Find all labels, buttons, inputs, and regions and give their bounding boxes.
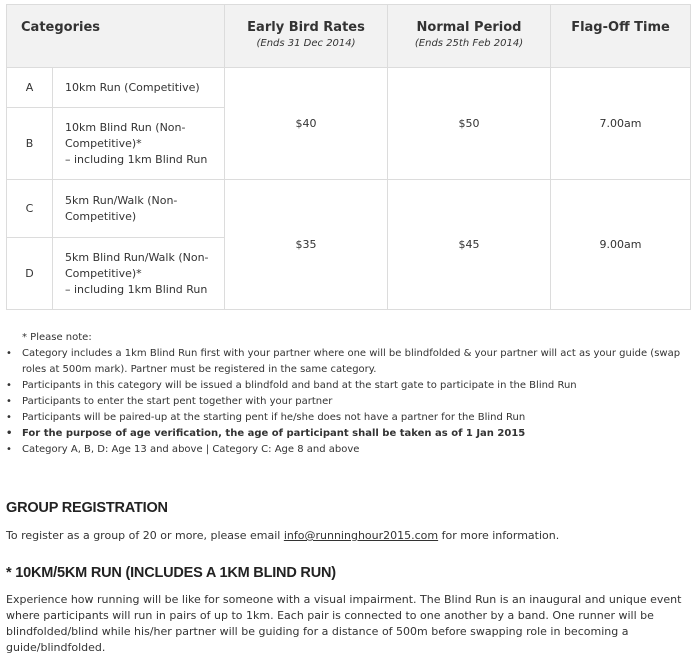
table-row [7,180,691,238]
category-name: 5km Run/Walk (Non- Competitive) [53,180,225,238]
early-bird-rate: $35 [225,180,388,310]
category-name: 5km Blind Run/Walk (Non- Competitive)* – including 1km Blind Run [53,238,225,310]
header-categories: Categories [7,5,225,68]
group-registration-heading: GROUP REGISTRATION [6,500,168,516]
notes-section [4,330,692,458]
blind-run-heading: * 10KM/5KM RUN (INCLUDES A 1KM BLIND RUN) [6,565,336,581]
category-name: 10km Run (Competitive) [53,68,225,108]
table-row [7,68,691,108]
group-registration-text: To register as a group of 20 or more, please email info@runninghour2015.com for more information. [6,529,560,542]
category-name: 10km Blind Run (Non- Competitive)* – including 1km Blind Run [53,108,225,180]
flag-off-time: 7.00am [551,68,691,180]
email-link[interactable]: info@runninghour2015.com [283,529,439,542]
list-item: • Category includes a 1km Blind Run first with your partner where one will be blindfolded & your partner will act as your guide (swap roles at 500m mark). Partner must be registered in the same category. [4,346,692,378]
list-item: • Participants in this category will be issued a blindfold and band at the start gate to participate in the Blind Run [4,378,692,394]
blind-run-text: Experience how running will be like for someone with a visual impairment. The Blind Run is an inaugural and unique event where participants will run in pairs of up to 1km. Each pair is connected to one another by a band. One runner will be blindfolded/blind while his/her partner will be guiding for a distance of 500m before swapping role in becoming a guide/blindfolded. [6,593,682,654]
header-early-bird-sub: (Ends 31 Dec 2014) [256,38,356,49]
notes-heading: * Please note: [22,332,92,343]
list-item: • Participants to enter the start pent together with your partner [4,394,692,410]
header-early-bird: Early Bird Rates (Ends 31 Dec 2014) [225,5,388,68]
flag-off-time: 9.00am [551,180,691,310]
header-flag-off: Flag-Off Time [551,5,691,68]
notes-list [4,346,692,458]
normal-rate: $45 [388,180,551,310]
category-letter: C [7,180,53,238]
normal-rate: $50 [388,68,551,180]
header-normal-sub: (Ends 25th Feb 2014) [414,38,524,49]
early-bird-rate: $40 [225,68,388,180]
list-item: • For the purpose of age verification, the age of participant shall be taken as of 1 Jan 2015 [4,426,692,442]
category-letter: B [7,108,53,180]
list-item: • Category A, B, D: Age 13 and above | Category C: Age 8 and above [4,442,692,458]
category-letter: A [7,68,53,108]
list-item: • Participants will be paired-up at the starting pent if he/she does not have a partner for the Blind Run [4,410,692,426]
table-header-row [7,5,691,68]
header-normal-period: Normal Period (Ends 25th Feb 2014) [388,5,551,68]
categories-table [6,4,691,310]
category-letter: D [7,238,53,310]
